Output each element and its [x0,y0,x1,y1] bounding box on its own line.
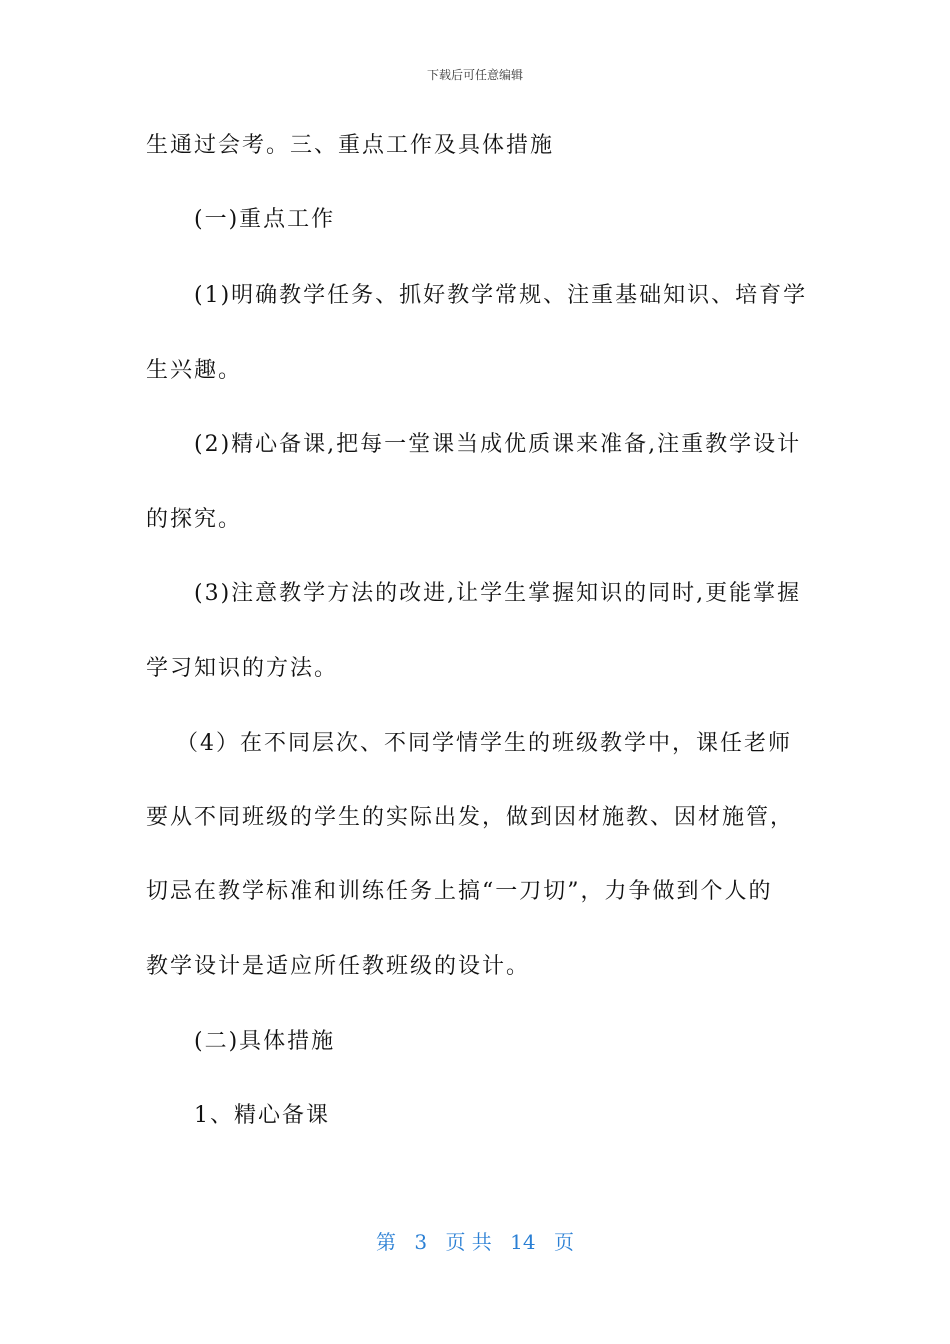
text-line: 学习知识的方法。 [146,656,339,681]
text-line: 教学设计是适应所任教班级的设计。 [146,954,531,979]
text-line: 的探究。 [146,507,243,532]
page-footer [0,1226,950,1255]
text-line: (2)精心备课,把每一堂课当成优质课来准备,注重教学设计 [194,432,802,457]
section-heading: (二)具体措施 [194,1029,336,1054]
total-pages-number: 14 [510,1230,536,1254]
text-line: 生兴趣。 [146,358,243,383]
footer-suffix: 页 [553,1230,574,1254]
text-line: 生通过会考。三、重点工作及具体措施 [146,133,555,158]
text-line: (1)明确教学任务、抓好教学常规、注重基础知识、培育学 [194,283,808,308]
subsection-heading: 1、精心备课 [194,1103,330,1128]
text-line: （4）在不同层次、不同学情学生的班级教学中，课任老师 [176,731,792,756]
footer-middle: 页 共 [445,1230,492,1254]
section-heading: (一)重点工作 [194,207,336,232]
page-header: 下载后可任意编辑 [426,68,523,82]
text-line: 要从不同班级的学生的实际出发，做到因材施教、因材施管， [146,805,795,830]
text-line: 切忌在教学标准和训练任务上搞“一刀切”，力争做到个人的 [146,879,773,904]
text-line: (3)注意教学方法的改进,让学生掌握知识的同时,更能掌握 [194,581,802,606]
footer-prefix: 第 [376,1230,396,1254]
current-page-number: 3 [414,1230,428,1254]
